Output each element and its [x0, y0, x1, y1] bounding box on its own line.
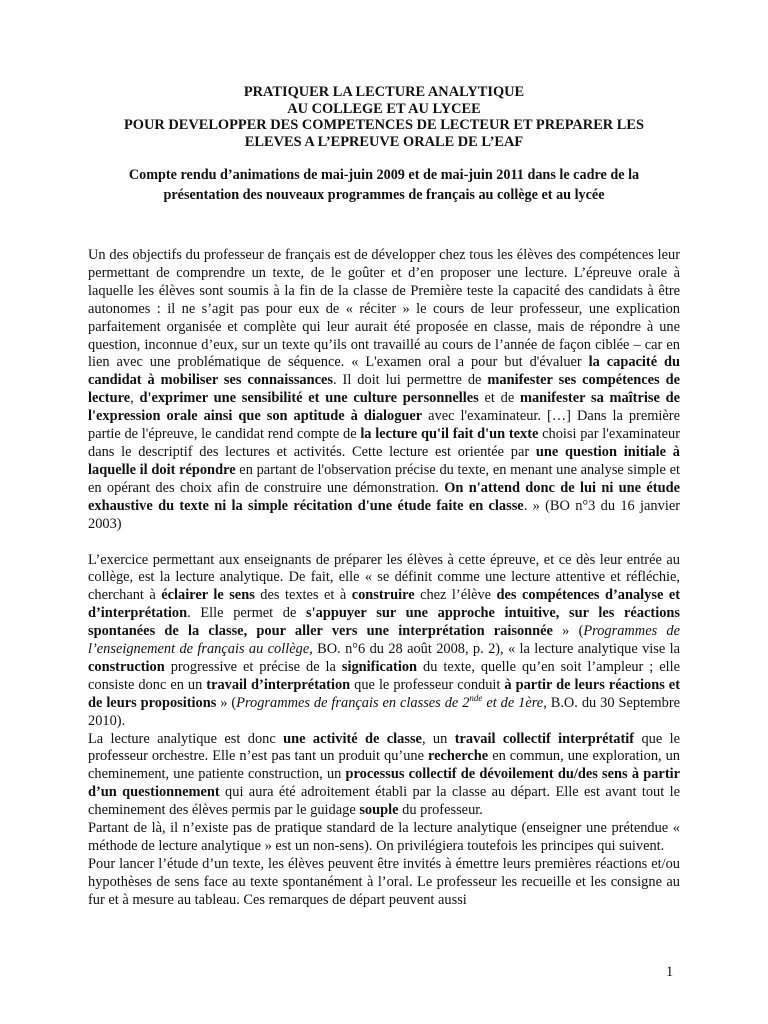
document-page — [88, 84, 680, 910]
paragraph-objectives: Un des objectifs du professeur de français est de développer chez tous les élèves des compétences leur permettant de comprendre un texte, de le goûter et d’en proposer une lecture. L’épreuve orale à laquelle les élèves sont soumis à la fin de la classe de Première teste la capacité des candidats à être autonomes : il ne s’agit pas pour eux de « réciter » le cours de leur professeur, une explication parfaitement organisée et complète qui leur aurait été proposée en classe, mais de répondre à une question, inconnue d’eux, sur un texte qu’ils ont travaillé au cours de l’année de façon ciblée – car en lien avec une problématique de séquence. « L'examen oral a pour but d'évaluer la capacité du candidat à mobiliser ses connaissances. Il doit lui permettre de manifester ses compétences de lecture, d'exprimer une sensibilité et une culture personnelles et de manifester sa maîtrise de l'expression orale ainsi que son aptitude à dialoguer avec l'examinateur. […] Dans la première partie de l'épreuve, le candidat rend compte de la lecture qu'il fait d'un texte choisi par l'examinateur dans le descriptif des lectures et activités. Cette lecture est orientée par une question initiale à laquelle il doit répondre en partant de l'observation précise du texte, en menant une analyse simple et en opérant des choix afin de construire une démonstration. On n'attend donc de lui ni une étude exhaustive du texte ni la simple récitation d'une étude faite en classe. » (BO n°3 du 16 janvier 2003) — [88, 247, 681, 532]
document-subtitle — [88, 166, 680, 205]
page-number: 1 — [666, 964, 674, 980]
subtitle-line: Compte rendu d’animations de mai-juin 2009 et de mai-juin 2011 dans le cadre de la — [128, 167, 640, 183]
paragraph-lecture-analytique: L’exercice permettant aux enseignants de préparer les élèves à cette épreuve, et ce dès leur entrée au collège, est la lecture analytique. De fait, elle « se définit comme une lecture attentive et réfléchie, cherchant à éclairer le sens des textes et à construire chez l’élève des compétences d’analyse et d’interprétation. Elle permet de s'appuyer sur une approche intuitive, sur les réactions spontanées de la classe, pour aller vers une interprétation raisonnée » (Programmes de l’enseignement de français au collège, BO. n°6 du 28 août 2008, p. 2), « la lecture analytique vise la construction progressive et précise de la signification du texte, quelle qu’en soit l’ampleur ; elle consiste donc en un travail d’interprétation que le professeur conduit à partir de leurs réactions et de leurs propositions » (Programmes de français en classes de 2nde et de 1ère, B.O. du 30 Septembre 2010). La lecture analytique est donc une activité de classe, un travail collectif interprétatif que le professeur orchestre. Elle n’est pas tant un produit qu’une recherche en commun, une exploration, un cheminement, une patiente construction, un processus collectif de dévoilement du/des sens à partir d’un questionnement qui aura été adroitement établi par la classe au départ. Elle est avant tout le cheminement des élèves permis par le guidage souple du professeur. Partant de là, il n’existe pas de pratique standard de la lecture analytique (enseigner une prétendue « méthode de lecture analytique » est un non-sens). On privilégiera toutefois les principes qui suivent. Pour lancer l’étude d’un texte, les élèves peuvent être invités à émettre leurs premières réactions et/ou hypothèses de sens face au texte spontanément à l’oral. Le professeur les recueille et les consigne au fur et à mesure au tableau. Ces remarques de départ peuvent aussi — [88, 551, 681, 908]
document-title — [88, 84, 680, 150]
paragraph-pratique-standard: Partant de là, il n’existe pas de pratique standard de la lecture analytique (enseigner une prétendue « méthode de lecture analytique » est un non-sens). On privilégiera toutefois les principes qui suivent. — [88, 820, 680, 854]
title-line: PRATIQUER LA LECTURE ANALYTIQUE — [243, 84, 525, 100]
title-line: AU COLLEGE ET AU LYCEE — [287, 100, 481, 117]
paragraph-lancer-etude: Pour lancer l’étude d’un texte, les élèves peuvent être invités à émettre leurs premières réactions et/ou hypothèses de sens face au texte spontanément à l’oral. Le professeur les recueille et les consigne au fur et à mesure au tableau. Ces remarques de départ peuvent aussi — [88, 855, 680, 908]
title-line: ELEVES A L’EPREUVE ORALE DE L’EAF — [244, 133, 524, 150]
subtitle-line: présentation des nouveaux programmes de français au collège et au lycée — [163, 186, 605, 203]
title-line: POUR DEVELOPPER DES COMPETENCES DE LECTEUR ET PREPARER LES — [123, 117, 644, 133]
paragraph-activite-de-classe: La lecture analytique est donc une activité de classe, un travail collectif interprétatif que le professeur orchestre. Elle n’est pas tant un produit qu’une recherche en commun, une exploration, un cheminement, une patiente construction, un processus collectif de dévoilement du/des sens à partir d’un questionnement qui aura été adroitement établi par la classe au départ. Elle est avant tout le cheminement des élèves permis par le guidage souple du professeur. — [88, 730, 680, 819]
